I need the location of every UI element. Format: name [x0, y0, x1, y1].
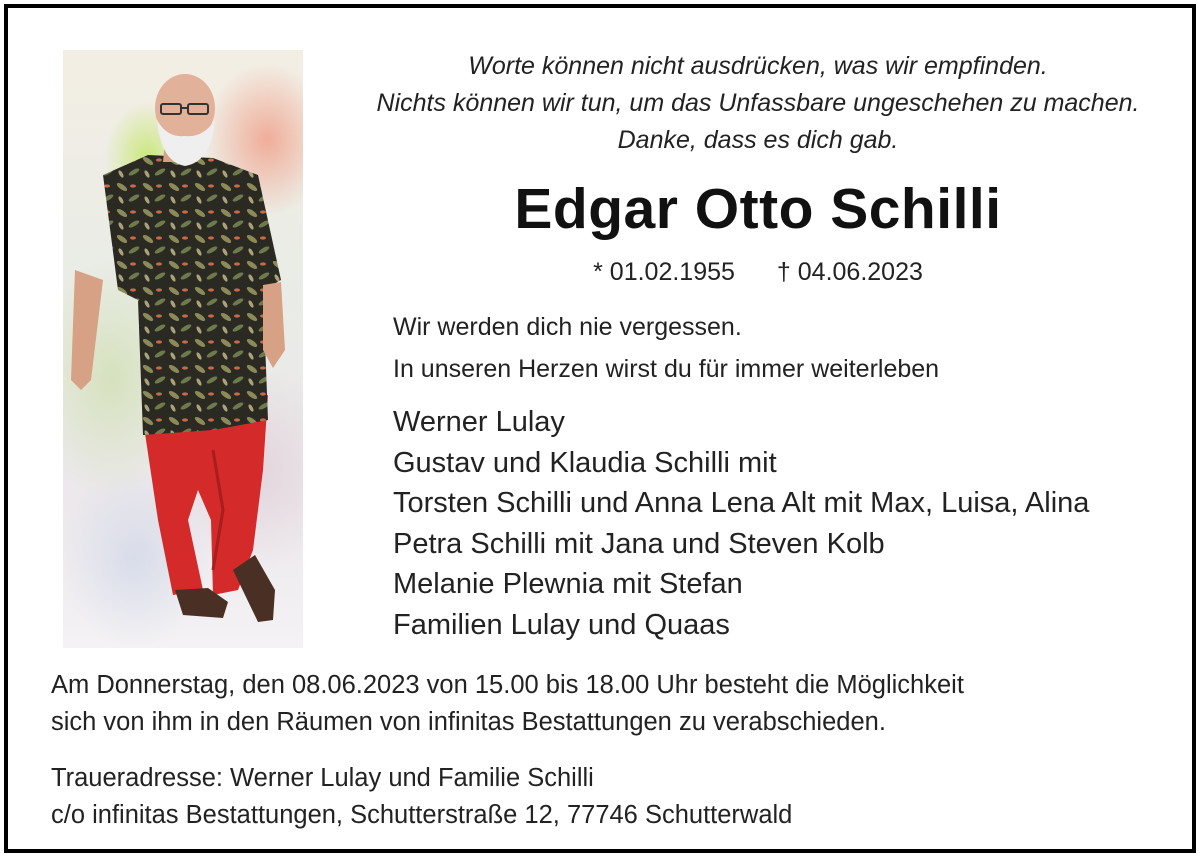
address-line-2: c/o infinitas Bestattungen, Schutterstraße 12, 77746 Schutterwald — [51, 801, 793, 829]
quote-line-1: Worte können nicht ausdrücken, was wir empfinden. — [468, 52, 1048, 80]
deceased-name: Edgar Otto Schilli — [514, 177, 1002, 241]
portrait-figure — [63, 50, 303, 648]
birth-date: * 01.02.1955 — [593, 258, 735, 286]
mourner-entry: Werner Lulay — [393, 406, 565, 438]
mourner-entry: Petra Schilli mit Jana und Steven Kolb — [393, 527, 885, 560]
quote-line-3: Danke, dass es dich gab. — [617, 126, 899, 154]
farewell-line-1: Am Donnerstag, den 08.06.2023 von 15.00 bis 18.00 Uhr besteht die Möglichkeit — [51, 671, 964, 699]
farewell-line-2: sich von ihm in den Räumen von infinitas Bestattungen zu verabschieden. — [51, 708, 886, 736]
life-dates — [328, 256, 1188, 288]
mourner-entry: Melanie Plewnia mit Stefan — [393, 568, 743, 600]
message-line-1: Wir werden dich nie vergessen. — [393, 313, 742, 341]
mourners-list — [393, 402, 1193, 645]
mourner-entry: Familien Lulay und Quaas — [393, 608, 730, 641]
mourner-entry: Torsten Schilli und Anna Lena Alt mit Max, Luisa, Alina — [393, 487, 1090, 519]
mourning-address — [51, 760, 1181, 834]
obituary-frame — [4, 4, 1196, 853]
quote-line-2: Nichts können wir tun, um das Unfassbare ungeschehen zu machen. — [376, 89, 1140, 117]
address-line-1: Traueradresse: Werner Lulay und Familie Schilli — [51, 764, 594, 792]
message-line-2: In unseren Herzen wirst du für immer weiterleben — [393, 355, 940, 383]
portrait-photo — [63, 50, 303, 648]
memorial-quote — [328, 48, 1188, 159]
farewell-notice — [51, 667, 1181, 741]
death-date: † 04.06.2023 — [776, 258, 923, 286]
mourner-entry: Gustav und Klaudia Schilli mit — [393, 446, 777, 479]
